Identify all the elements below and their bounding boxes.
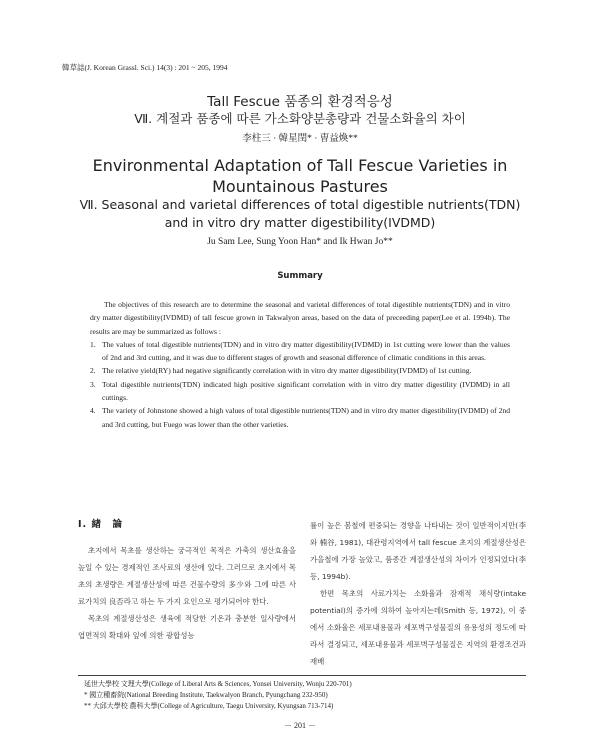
english-authors: Ju Sam Lee, Sung Yoon Han* and Ik Hwan Jo** bbox=[207, 237, 393, 247]
english-subtitle-line1: Ⅶ. Seasonal and varietal differences of total digestible nutrients(TDN) bbox=[79, 197, 521, 212]
english-subtitle-line2: and in vitro dry matter digestibility(IVDMD) bbox=[164, 215, 436, 230]
summary-item bbox=[90, 364, 510, 377]
footnotes bbox=[84, 679, 524, 712]
summary-item bbox=[90, 404, 510, 431]
footnote-affiliation: 延世大學校 文理大學(College of Liberal Arts & Sciences, Yonsei University, Wonju 220-701) bbox=[84, 680, 352, 688]
english-title-line2: Mountainous Pastures bbox=[212, 177, 388, 196]
footnote-affiliation: ** 大邱大學校 農科大學(College of Agriculture, Taegu University, Kyungsan 713-714) bbox=[84, 702, 334, 710]
introduction-paragraph: 초지에서 목초를 생산하는 궁극적인 목적은 가축의 생산효율을 높일 수 있는 경제적인 조사료의 생산에 있다. 그러므로 초지에서 목초의 초생량은 계절생산성에 따른 건물수량의 多少와 그에 따른 사료가치의 良否라고 하는 두 가지 요인으로 평가되어야 한다. bbox=[78, 546, 296, 606]
summary-heading: Summary bbox=[277, 271, 323, 281]
summary-item-number: 2. bbox=[90, 366, 96, 376]
summary-item-text: The values of total digestible nutrients(TDN) and in vitro dry matter digestibility(IVDMD) in 1st cutting were lower than the values of 2nd and 3rd cutting, and it was due to different stages of growth and seasonal difference of climatic conditions in this areas. bbox=[102, 339, 510, 363]
korean-title-line2: Ⅶ. 계절과 품종에 따른 가소화양분총량과 건물소화율의 차이 bbox=[134, 111, 466, 126]
introduction-left-column bbox=[78, 542, 296, 644]
summary-item-text: Total digestible nutrients(TDN) indicated high positive significant correlation with in vitro dry matter digestility (IVDMD) in all cuttings. bbox=[102, 379, 510, 403]
english-title-line1: Environmental Adaptation of Tall Fescue Varieties in bbox=[92, 156, 508, 175]
introduction-paragraph: 목초의 계절생산성은 생육에 적당한 기온과 충분한 일사량에서 엽면적의 확대와 잎에 의한 광합성능 bbox=[78, 614, 296, 640]
summary-item bbox=[90, 378, 510, 405]
footnote-affiliation: * 國立種畜院(National Breeding Institute, Taekwalyon Branch, Pyungchang 232-950) bbox=[84, 691, 328, 699]
introduction-paragraph: 한편 목초의 사료가치는 소화율과 잠재적 채식량(intake potential)의 증가에 의하여 높아지는데(Smith 등, 1972), 이 중에서 소화율은 세포내용물과 세포벽구성물질의 유용성의 정도에 따라서 결정되고, 세포내용물과 세포벽구성물질은 지역의 환경조건과 재배 bbox=[310, 589, 526, 666]
journal-reference: 韓草誌(J. Korean Grassl. Sci.) 14(3) : 201 ~ 205, 1994 bbox=[62, 63, 228, 72]
introduction-heading: Ⅰ. 緖 論 bbox=[78, 519, 123, 530]
introduction-right-column bbox=[310, 517, 526, 670]
summary-list bbox=[90, 338, 510, 431]
footnote-divider bbox=[78, 675, 526, 676]
summary-item-text: The relative yield(RY) had negative significantly correlation with in vitro dry matter digestibility(IVDMD) of 1st cutting. bbox=[102, 366, 472, 376]
summary-item-text: The variety of Johnstone showed a high values of total digestible nutrients(TDN) and in vitro dry matter digestibility(IVDMD) of 2nd and 3rd cutting, but Fuego was lower than the other varieties. bbox=[102, 406, 510, 429]
summary-intro: The objectives of this research are to determine the seasonal and varietal differences of total digestible nutrients(TDN) and in vitro dry matter digestibility(IVDMD) of tall fescue grown in Takwalyon areas, based on the data of preceeding paper(Lee et al. 1994b). The results are may be summarized as follows : bbox=[90, 300, 510, 336]
page-number: － 201 － bbox=[284, 721, 316, 730]
summary-item bbox=[90, 338, 510, 365]
summary-item-number: 4. bbox=[90, 406, 96, 416]
korean-title-line1: Tall Fescue 품종의 환경적응성 bbox=[207, 94, 393, 110]
summary-body bbox=[90, 298, 510, 431]
introduction-paragraph: 률이 높은 봄철에 편중되는 경향을 나타내는 것이 일반적이지만(李와 楠谷, 1981), 대관령지역에서 tall fescue 초지의 계절생산성은 가을철에 가장 높았고, 품종간 계절생산성의 차이가 인정되었다(李 등, 1994b). bbox=[310, 521, 526, 581]
summary-item-number: 1. bbox=[90, 339, 96, 349]
korean-authors: 李柱三 · 韓星閏* · 曺益煥** bbox=[242, 134, 358, 144]
summary-item-number: 3. bbox=[90, 379, 96, 389]
